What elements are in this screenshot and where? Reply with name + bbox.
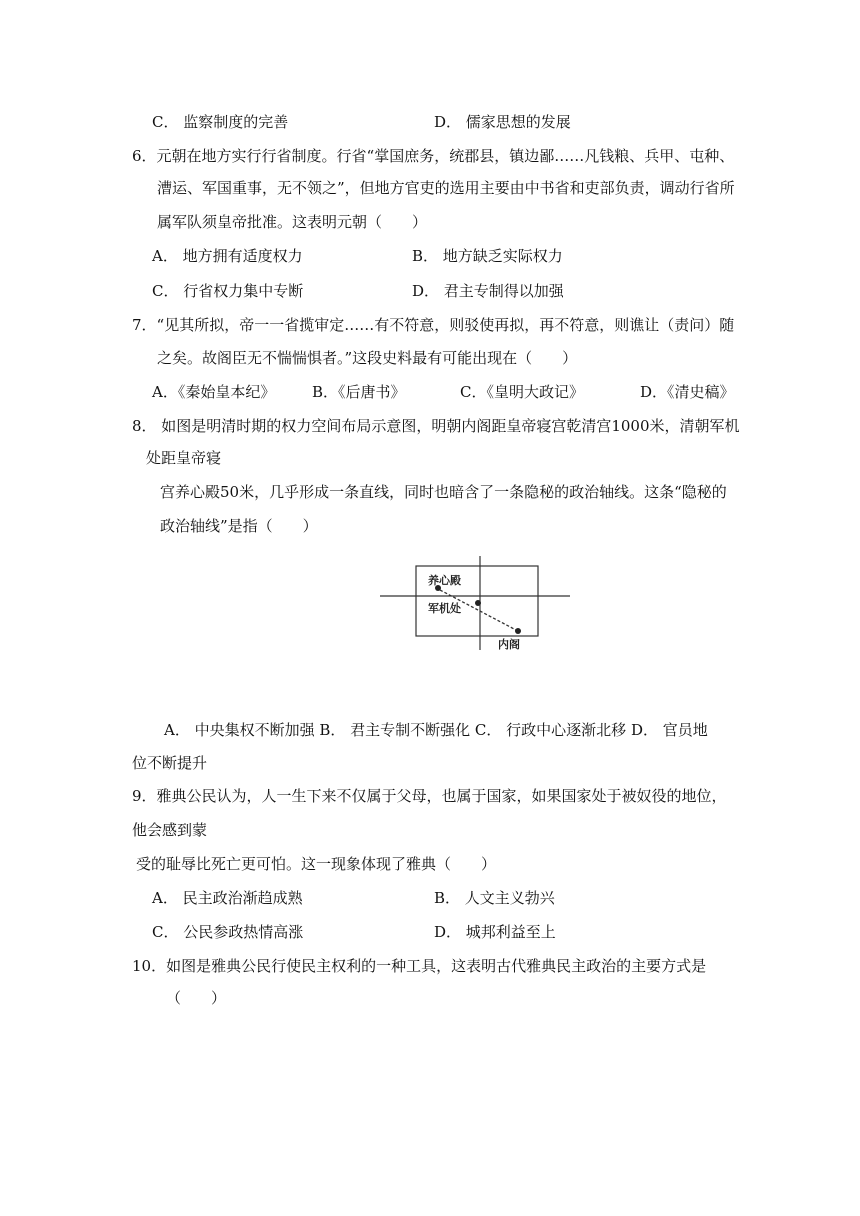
power-axis-svg xyxy=(380,556,570,652)
q8-stem-line1: 8． 如图是明清时期的权力空间布局示意图，明朝内阁距皇帝寝宫乾清宫1000米，清朝军机 xyxy=(132,417,740,435)
q5-option-d: D． 儒家思想的发展 xyxy=(434,113,571,131)
q6-option-b: B． 地方缺乏实际权力 xyxy=(412,247,563,265)
label-yangxindian: 养心殿 xyxy=(428,574,461,587)
q6-option-c: C． 行省权力集中专断 xyxy=(152,282,304,300)
q9-option-d: D． 城邦利益至上 xyxy=(434,923,556,941)
q7-stem-line1: 7．“见其所拟，帝一一省揽审定……有不符意，则驳使再拟，再不符意，则谯让（责问）随 xyxy=(132,316,735,334)
neige-marker xyxy=(515,628,521,634)
q8-stem-line2: 处距皇帝寝 xyxy=(146,449,222,467)
q9-option-c: C． 公民参政热情高涨 xyxy=(152,923,304,941)
q10-stem-line2: （ ） xyxy=(166,989,227,1007)
junjichu-marker xyxy=(475,600,481,606)
power-axis-diagram xyxy=(380,556,570,652)
q7-option-d: D．《清史稿》 xyxy=(640,383,735,401)
q9-stem-line3: 受的耻辱比死亡更可怕。这一现象体现了雅典（ ） xyxy=(136,855,497,873)
q8-stem-line4: 政治轴线”是指（ ） xyxy=(160,517,318,535)
q9-stem-line2: 他会感到蒙 xyxy=(132,821,208,839)
q7-stem-line2: 之矣。故阁臣无不惴惴惧者。”这段史料最有可能出现在（ ） xyxy=(157,349,578,367)
q7-option-b: B．《后唐书》 xyxy=(312,383,406,401)
q8-options-line1: A． 中央集权不断加强 B． 君主专制不断强化 C． 行政中心逐渐北移 D． 官员地 xyxy=(164,721,708,739)
q6-option-d: D． 君主专制得以加强 xyxy=(412,282,564,300)
q9-stem-line1: 9．雅典公民认为，人一生下来不仅属于父母，也属于国家，如果国家处于被奴役的地位， xyxy=(132,787,727,805)
q9-option-b: B． 人文主义勃兴 xyxy=(434,889,555,907)
q6-stem-line3: 属军队须皇帝批准。这表明元朝（ ） xyxy=(157,213,428,231)
q8-stem-line3: 宫养心殿50米，几乎形成一条直线，同时也暗含了一条隐秘的政治轴线。这条“隐秘的 xyxy=(160,483,727,501)
q9-option-a: A． 民主政治渐趋成熟 xyxy=(152,889,303,907)
q10-stem-line1: 10．如图是雅典公民行使民主权利的一种工具，这表明古代雅典民主政治的主要方式是 xyxy=(132,957,707,975)
q7-option-a: A．《秦始皇本纪》 xyxy=(152,383,276,401)
q7-option-c: C．《皇明大政记》 xyxy=(460,383,584,401)
q6-stem-line1: 6．元朝在地方实行行省制度。行省“掌国庶务，统郡县，镇边鄙……凡钱粮、兵甲、屯种、 xyxy=(132,147,735,165)
q5-option-c: C． 监察制度的完善 xyxy=(152,113,289,131)
q6-stem-line2: 漕运、军国重事，无不领之”，但地方官吏的选用主要由中书省和吏部负责，调动行省所 xyxy=(157,179,735,197)
q6-option-a: A． 地方拥有适度权力 xyxy=(152,247,303,265)
label-neige: 内阁 xyxy=(498,638,520,651)
q8-options-line2: 位不断提升 xyxy=(132,754,208,772)
label-junjichu: 军机处 xyxy=(428,602,461,615)
